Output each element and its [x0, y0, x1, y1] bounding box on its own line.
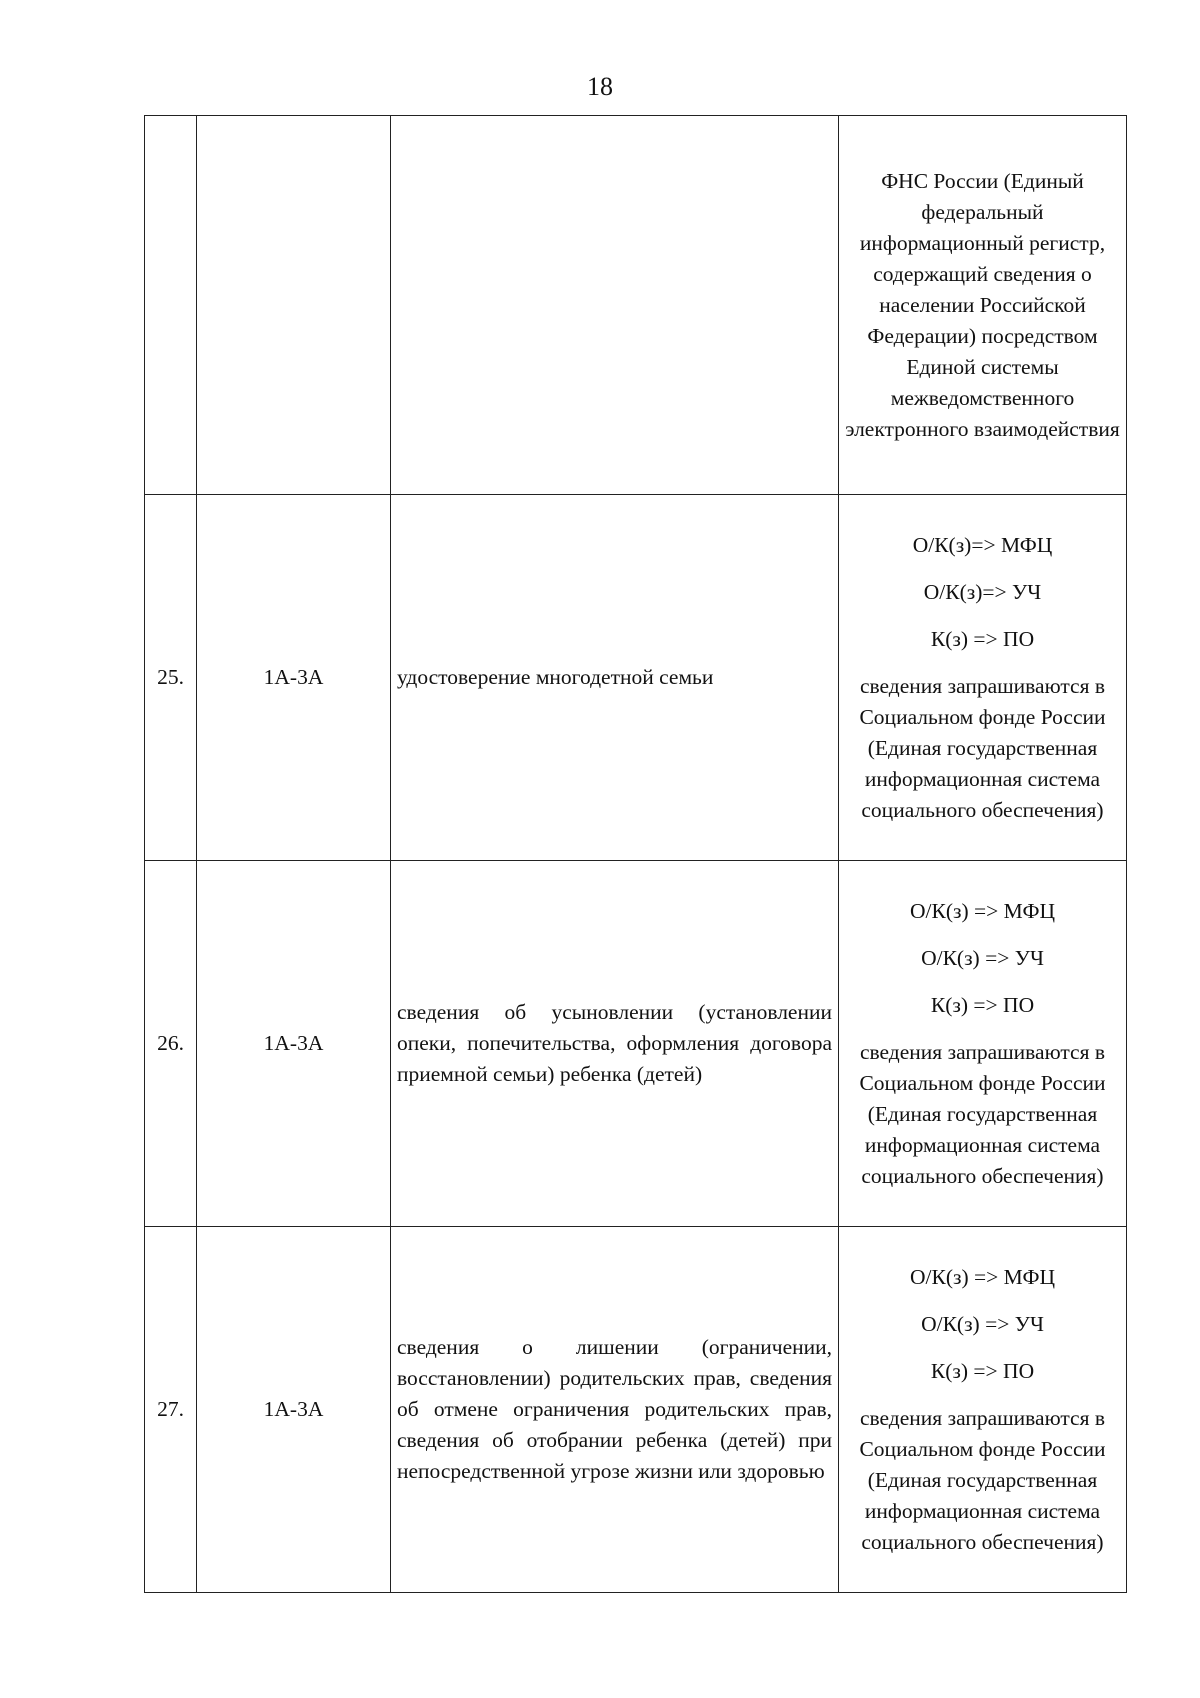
document-description-cell [391, 116, 839, 495]
page-number: 18 [587, 72, 613, 101]
route-line: К(з) => ПО [930, 1358, 1035, 1383]
row-number-cell [145, 116, 197, 495]
source-text: сведения запрашиваются в Социальном фонде России (Единая государственная информационная система социального обеспечения) [859, 673, 1106, 822]
route-line: К(з) => ПО [930, 992, 1035, 1017]
document-description-cell: сведения о лишении (ограничении, восстановлении) родительских прав, сведения об отмене ограничения родительских прав, сведения об отобрании ребенка (детей) при непосредственной угрозе жизни или здоровью [391, 1227, 839, 1593]
row-number-cell: 26. [145, 861, 197, 1227]
row-number-cell: 25. [145, 495, 197, 861]
route-line: О/К(з) => УЧ [921, 1311, 1044, 1336]
table-row [145, 495, 1127, 861]
route-line: О/К(з)=> УЧ [923, 579, 1042, 604]
category-code-cell: 1А-3А [197, 495, 391, 861]
category-code-cell: 1А-3А [197, 861, 391, 1227]
route-line: О/К(з)=> МФЦ [912, 532, 1053, 557]
row-number-cell: 27. [145, 1227, 197, 1593]
document-description-cell: сведения об усыновлении (установлении опеки, попечительства, оформления договора приемной семьи) ребенка (детей) [391, 861, 839, 1227]
table-row [145, 116, 1127, 495]
source-cell [839, 1227, 1127, 1593]
table-row [145, 1227, 1127, 1593]
category-code-cell: 1А-3А [197, 1227, 391, 1593]
source-text: сведения запрашиваются в Социальном фонде России (Единая государственная информационная система социального обеспечения) [859, 1405, 1106, 1554]
route-line: О/К(з) => УЧ [921, 945, 1044, 970]
source-text: сведения запрашиваются в Социальном фонде России (Единая государственная информационная система социального обеспечения) [859, 1039, 1106, 1188]
source-cell [839, 861, 1127, 1227]
route-line: О/К(з) => МФЦ [910, 898, 1055, 923]
source-text: ФНС России (Единый федеральный информационный регистр, содержащий сведения о населении Российской Федерации) посредством Единой системы межведомственного электронного взаимодействия [845, 168, 1120, 441]
source-cell [839, 495, 1127, 861]
route-line: К(з) => ПО [930, 626, 1035, 651]
category-code-cell [197, 116, 391, 495]
services-table [144, 115, 1127, 1593]
source-cell [839, 116, 1127, 495]
document-description-cell: удостоверение многодетной семьи [391, 495, 839, 861]
table-row [145, 861, 1127, 1227]
route-line: О/К(з) => МФЦ [910, 1264, 1055, 1289]
